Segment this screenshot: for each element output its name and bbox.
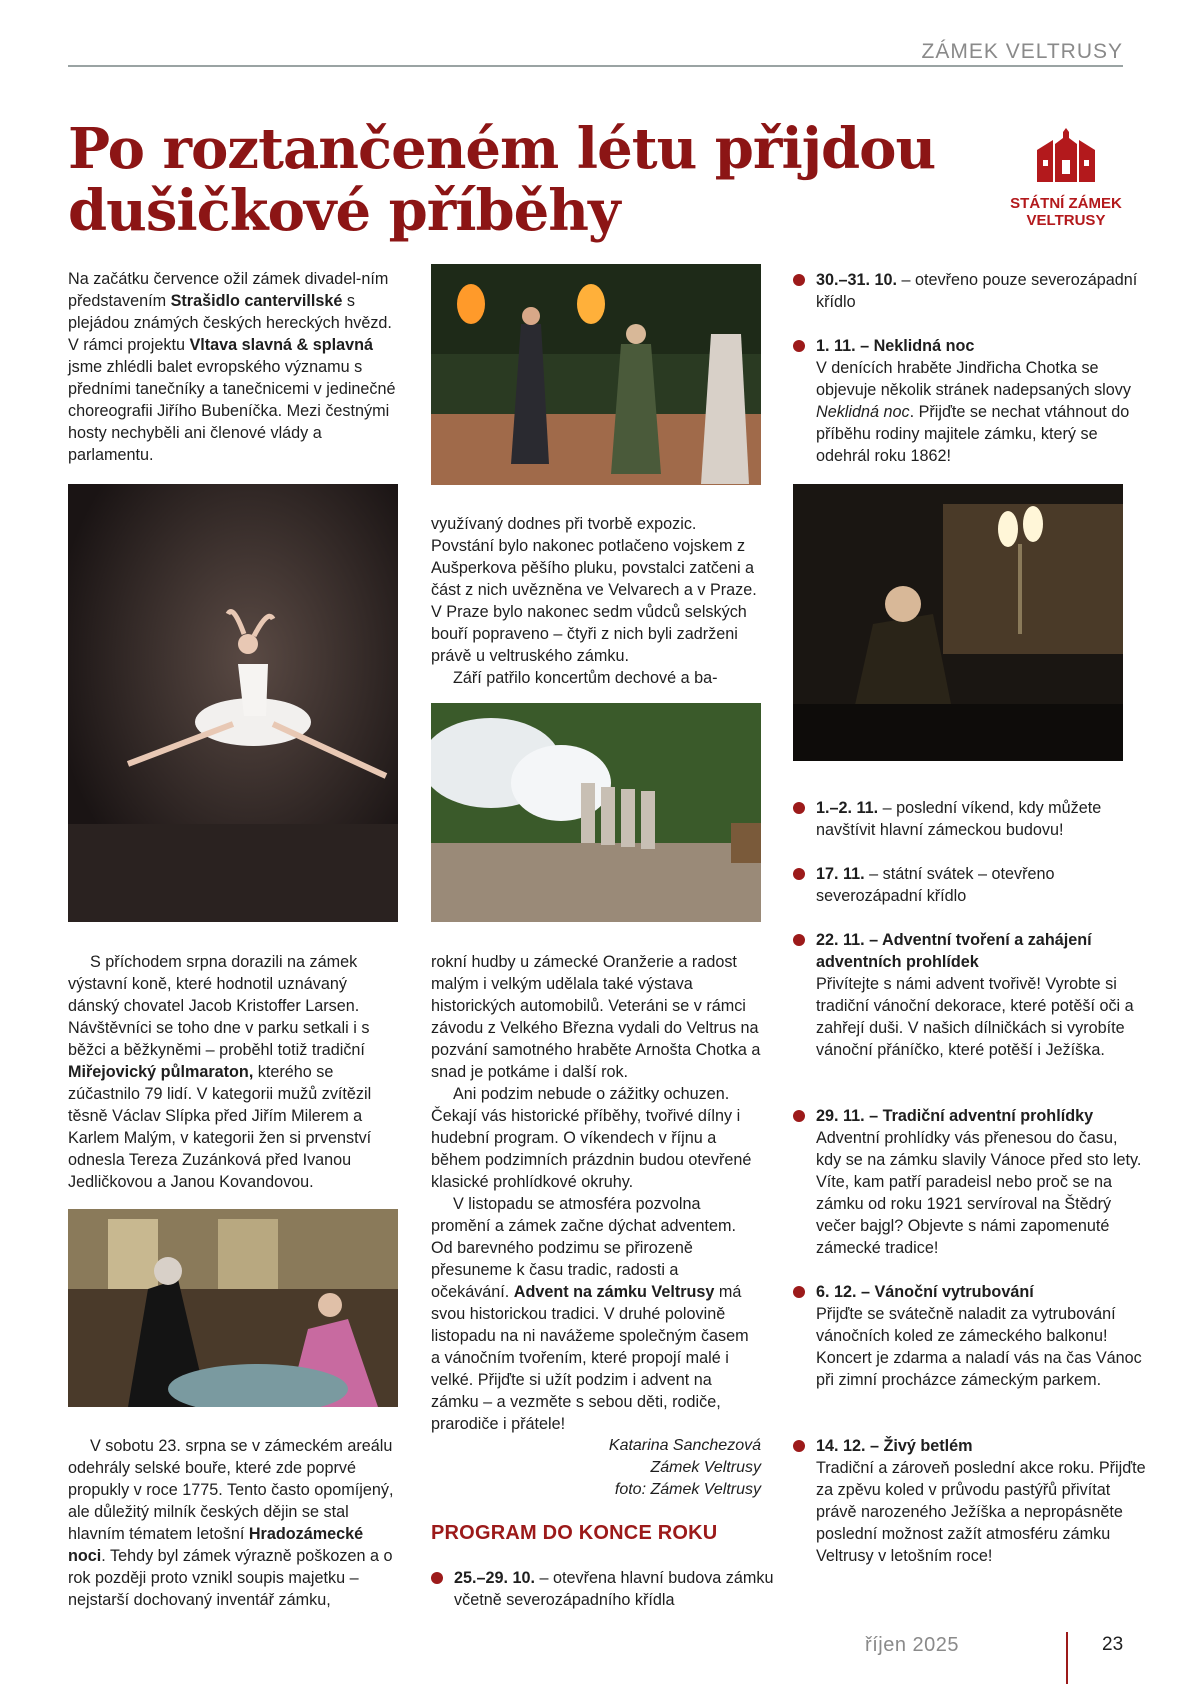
event-item (793, 929, 1146, 1061)
author-org: Zámek Veltrusy (650, 1459, 761, 1476)
col1-paragraph-2 (68, 951, 398, 1193)
photo-costumed-ladies (68, 1209, 398, 1407)
event-title: 29. 11. – Tradiční adventní prohlídky (816, 1107, 1094, 1125)
event-text: Adventní prohlídky vás přenesou do času, kdy se na zámku slavily Vánoce před sto lety. Víte, kam patří paradeisl nebo proč se na zámku od roku 1921 servíroval na Štědrý večer bajgl? Objevte s námi zapomenuté zámecké tradice! (816, 1129, 1142, 1257)
bullet-icon (793, 1440, 805, 1452)
event-item (793, 1105, 1146, 1259)
col2-paragraph-2 (431, 951, 761, 1435)
castle-logo (1000, 126, 1132, 229)
event-text: Tradiční a zároveň poslední akce roku. Přijďte za zpěvu koled v průvodu pastýřů přivítat právě narozeného Ježíška a nepropásněte poslední možnost zažít atmosféru zámku Veltrusy v letošním roce! (816, 1459, 1146, 1565)
page-number: 23 (1102, 1634, 1124, 1655)
event-date: 30.–31. 10. (816, 271, 898, 289)
event-item (793, 1281, 1146, 1391)
event-item (431, 1567, 774, 1611)
text: Září patřilo koncertům dechové a ba- (453, 669, 718, 687)
bullet-icon (431, 1572, 443, 1584)
bullet-icon (793, 934, 805, 946)
logo-text (1000, 195, 1132, 229)
event-title: 1. 11. – Neklidná noc (816, 337, 975, 355)
event-italic: Neklidná noc (816, 403, 910, 421)
event-text: Přivítejte s námi advent tvořivě! Vyrobte si tradiční vánoční dekorace, které potěší oči a zahřejí duši. V našich dílničkách si vyrobíte vánoční přáníčko, které potěší i Ježíška. (816, 975, 1134, 1059)
bullet-icon (793, 1110, 805, 1122)
text: s plejádou známých českých hereckých hvězd. V rámci projektu (68, 292, 392, 354)
event-name: Advent na zámku Veltrusy (513, 1283, 715, 1301)
event-text: . Přijďte se nechat vtáhnout do příběhu rodiny majitele zámku, který se odehrál roku 1862! (816, 403, 1130, 465)
title-line-1: Po roztančeném létu přijdou (68, 116, 936, 182)
text: kterého se zúčastnilo 79 lidí. V kategorii mužů zvítězil těsně Václav Slípka před Jiřím Milerem a Karlem Malým, v kategorii žen si prvenství odnesla Tereza Zuzánková před Ivanou Jedličkovou a Janou Kovandovou. (68, 1063, 372, 1191)
col2-paragraph-1 (431, 513, 761, 689)
event-date: 25.–29. 10. (454, 1569, 536, 1587)
program-heading: PROGRAM DO KONCE ROKU (431, 1522, 718, 1544)
bullet-icon (793, 1286, 805, 1298)
event-text: – státní svátek – otevřeno severozápadní křídlo (816, 865, 1055, 905)
section-header: ZÁMEK VELTRUSY (921, 40, 1123, 63)
text: S příchodem srpna dorazili na zámek výstavní koně, které hodnotil uznávaný dánský chovatel Jacob Kristoffer Larsen. Návštěvníci se toho dne v parku setkali i s běžci a běžkyněmi – proběhl totiž tradiční (68, 953, 370, 1059)
event-item (793, 269, 1146, 313)
event-item (793, 1435, 1146, 1567)
text: ním představením (68, 270, 389, 310)
text: jsme zhlédli balet evropského významu s předními tanečníky a tanečnicemi v jedinečné choreografii Jiřího Bubeníčka. Mezi čestnými hosty nechyběli ani členové vlády a parlamentu. (68, 358, 396, 464)
photo-musket-volley (431, 703, 761, 922)
text: má svou historickou tradici. V druhé polovině listopadu na ni navážeme společným časem a vánočním tvořením, které propojí malé i velké. Přijďte si užít podzim i advent na zámku – a vezměte s sebou děti, rodiče, prarodiče i přátele! (431, 1283, 749, 1433)
footer-divider (1066, 1632, 1068, 1684)
photo-torch-procession (431, 264, 761, 485)
bullet-icon (793, 802, 805, 814)
issue-date: říjen 2025 (865, 1634, 959, 1656)
logo-line-1: STÁTNÍ ZÁMEK (1010, 195, 1122, 212)
event-item (793, 863, 1146, 907)
bullet-icon (793, 274, 805, 286)
col1-paragraph-1 (68, 268, 398, 466)
text: Ani podzim nebude o zážitky ochuzen. Čekají vás historické příběhy, tvořivé dílny i hudební program. O víkendech v říjnu a během podzimních prázdnin budou otevřené klasické prohlídkové okruhy. (431, 1085, 752, 1191)
event-title: 14. 12. – Živý betlém (816, 1437, 973, 1455)
event-date: 1.–2. 11. (816, 799, 879, 817)
production-name: Strašidlo cantervillské (170, 292, 343, 310)
signature (431, 1435, 761, 1501)
event-title: 6. 12. – Vánoční vytrubování (816, 1283, 1034, 1301)
text: . Tehdy byl zámek výrazně poškozen a o rok později proto vznikl soupis majetku – nejstarší dochovaný inventář zámku, (68, 1547, 393, 1609)
photo-credit: foto: Zámek Veltrusy (614, 1481, 761, 1498)
col1-paragraph-3 (68, 1435, 398, 1611)
event-date: 17. 11. (816, 865, 865, 883)
author-name: Katarina Sanchezová (608, 1437, 761, 1454)
text: rokní hudby u zámecké Oranžerie a radost malým i velkým udělala také výstava historických automobilů. Veteráni se v rámci závodu z Velkého Března vydali do Veltrus na pozvání samotného hraběte Arnošta Chotka a snad je potkáme i další rok. (431, 953, 761, 1081)
event-text: Přijďte se svátečně naladit za vytrubování vánočních koled ze zámeckého balkonu! Koncert je zdarma a naladí vás na čas Vánoc při zimní procházce zámeckým parkem. (816, 1305, 1142, 1389)
logo-line-2: VELTRUSY (1026, 212, 1106, 229)
castle-icon (1031, 126, 1101, 186)
event-text: – poslední víkend, kdy můžete navštívit hlavní zámeckou budovu! (816, 799, 1102, 839)
text: využívaný dodnes při tvorbě expozic. Povstání bylo nakonec potlačeno vojskem z Aušperkova pěšího pluku, povstalci zatčeni a část z nich uvězněna ve Velvarech a v Praze. V Praze bylo nakonec sedm vůdců selských bouří popraveno – čtyři z nich byli zadrženi právě u veltruského zámku. (431, 515, 757, 665)
event-name: Miřejovický půlmaraton, (68, 1063, 254, 1081)
photo-ballerina (68, 484, 398, 922)
photo-count-at-desk (793, 484, 1123, 761)
text: V listopadu se atmosféra pozvolna promění a zámek začne dýchat adventem. Od barevného podzimu se přirozeně přesuneme k času tradic, radosti a očekávání. (431, 1195, 737, 1301)
bullet-icon (793, 340, 805, 352)
event-text: – otevřena hlavní budova zámku včetně severozápadního křídla (454, 1569, 774, 1609)
event-name: Hradozámecké noci (68, 1525, 364, 1565)
text: Na začátku července ožil zámek divadel- (68, 270, 362, 288)
event-title: 22. 11. – Adventní tvoření a zahájení adventních prohlídek (816, 931, 1092, 971)
event-text: V denících hraběte Jindřicha Chotka se objevuje několik stránek nadepsaných slovy (816, 359, 1131, 399)
event-item (793, 335, 1146, 467)
event-item (793, 797, 1146, 841)
title-line-2: dušičkové příběhy (68, 178, 620, 244)
event-text: – otevřeno pouze severozápadní křídlo (816, 271, 1138, 311)
bullet-icon (793, 868, 805, 880)
article-title (68, 118, 968, 242)
text: V sobotu 23. srpna se v zámeckém areálu odehrály selské bouře, které zde poprvé propukly v roce 1775. Tento často opomíjený, ale důležitý milník českých dějin se stal hlavním tématem letošní (68, 1437, 394, 1543)
header-rule (68, 65, 1123, 67)
project-name: Vltava slavná & splavná (189, 336, 374, 354)
